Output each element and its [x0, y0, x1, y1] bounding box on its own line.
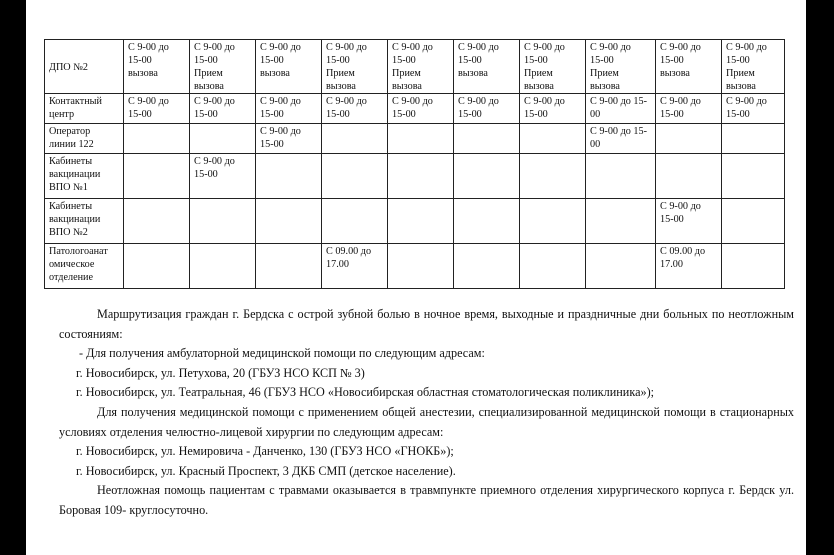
schedule-cell — [388, 124, 454, 154]
schedule-cell — [322, 124, 388, 154]
schedule-cell: С 9-00 до 15-00 — [656, 199, 722, 244]
address-teatralnaya: г. Новосибирск, ул. Театральная, 46 (ГБУЗ НСО «Новосибирская областная стоматологическая поликлиника»); — [76, 385, 655, 400]
schedule-cell — [190, 244, 256, 289]
schedule-cell: С 9-00 до 15-00 Прием вызова — [722, 40, 785, 94]
schedule-cell: С 9-00 до 15-00 — [256, 94, 322, 124]
schedule-cell — [190, 124, 256, 154]
table-row — [45, 40, 785, 94]
schedule-cell: С 9-00 до 15-00 — [190, 154, 256, 199]
schedule-cell — [388, 244, 454, 289]
table-row — [45, 124, 785, 154]
table-row — [45, 199, 785, 244]
schedule-cell — [656, 154, 722, 199]
schedule-cell: С 9-00 до 15-00 Прием вызова — [586, 40, 656, 94]
schedule-cell: С 9-00 до 15- 00 — [586, 124, 656, 154]
schedule-cell — [454, 199, 520, 244]
table-row — [45, 94, 785, 124]
address-petukhova: г. Новосибирск, ул. Петухова, 20 (ГБУЗ НСО КСП № 3) — [76, 365, 365, 380]
schedule-cell: С 9-00 до 15-00 вызова — [656, 40, 722, 94]
schedule-cell — [256, 154, 322, 199]
address-krasny-prospekt: г. Новосибирск, ул. Красный Проспект, 3 ДКБ СМП (детское население). — [76, 463, 456, 478]
schedule-cell — [520, 244, 586, 289]
schedule-cell — [586, 199, 656, 244]
row-label: Контактный центр — [45, 94, 124, 124]
schedule-cell — [256, 199, 322, 244]
schedule-cell: С 9-00 до 15-00 — [190, 94, 256, 124]
schedule-cell — [520, 199, 586, 244]
schedule-cell — [388, 199, 454, 244]
schedule-cell: С 9-00 до 15-00 — [388, 94, 454, 124]
paragraph-outpatient: - Для получения амбулаторной медицинской помощи по следующим адресам: — [79, 346, 485, 361]
schedule-cell — [454, 154, 520, 199]
schedule-cell — [124, 244, 190, 289]
schedule-cell — [722, 154, 785, 199]
schedule-cell: С 9-00 до 15-00 Прием вызова — [322, 40, 388, 94]
schedule-cell — [388, 154, 454, 199]
schedule-cell — [520, 124, 586, 154]
document-page — [26, 0, 806, 555]
schedule-cell: С 09.00 до 17.00 — [656, 244, 722, 289]
schedule-cell — [656, 124, 722, 154]
row-label: Кабинеты вакцинации ВПО №2 — [45, 199, 124, 244]
schedule-cell — [124, 199, 190, 244]
paragraph-routing-intro: Маршрутизация граждан г. Бердска с острой зубной болью в ночное время, выходные и праздничные дни больных по неотложным состояниям: — [59, 307, 794, 341]
schedule-cell — [520, 154, 586, 199]
schedule-cell — [722, 244, 785, 289]
address-nemirovicha: г. Новосибирск, ул. Немировича - Данченко, 130 (ГБУЗ НСО «ГНОКБ»); — [76, 444, 454, 459]
schedule-cell — [586, 154, 656, 199]
paragraph-anesthesia: Для получения медицинской помощи с применением общей анестезии, специализированной медицинской помощи в стационарных условиях отделения челюстно-лицевой хирургии по следующим адресам: — [59, 404, 794, 439]
schedule-cell: С 9-00 до 15-00 — [322, 94, 388, 124]
schedule-cell — [586, 244, 656, 289]
row-label: Патологоанат омическое отделение — [45, 244, 124, 289]
schedule-cell — [124, 154, 190, 199]
row-label: Оператор линии 122 — [45, 124, 124, 154]
routing-text — [59, 305, 794, 521]
schedule-cell: С 9-00 до 15-00 — [454, 94, 520, 124]
schedule-cell: С 9-00 до 15-00 Прием вызова — [388, 40, 454, 94]
paragraph-trauma: Неотложная помощь пациентам с травмами оказывается в травмпункте приемного отделения хирургического корпуса г. Бердск ул. Боровая 109- круглосуточно. — [59, 483, 794, 517]
row-label: Кабинеты вакцинации ВПО №1 — [45, 154, 124, 199]
schedule-cell — [322, 154, 388, 199]
schedule-cell: С 9-00 до 15-00 — [256, 124, 322, 154]
schedule-cell — [190, 199, 256, 244]
schedule-cell — [454, 244, 520, 289]
schedule-cell: С 9-00 до 15-00 Прием вызова — [190, 40, 256, 94]
table-row — [45, 154, 785, 199]
schedule-cell: С 9-00 до 15-00 — [124, 94, 190, 124]
schedule-cell: С 9-00 до 15-00 — [656, 94, 722, 124]
schedule-cell: С 9-00 до 15-00 Прием вызова — [520, 40, 586, 94]
schedule-cell — [722, 199, 785, 244]
row-label: ДПО №2 — [45, 40, 124, 94]
schedule-cell: С 9-00 до 15-00 вызова — [256, 40, 322, 94]
schedule-cell — [322, 199, 388, 244]
schedule-cell — [722, 124, 785, 154]
schedule-cell: С 9-00 до 15-00 — [722, 94, 785, 124]
schedule-cell — [454, 124, 520, 154]
schedule-cell: С 09.00 до 17.00 — [322, 244, 388, 289]
schedule-cell — [124, 124, 190, 154]
schedule-cell: С 9-00 до 15- 00 — [586, 94, 656, 124]
schedule-cell — [256, 244, 322, 289]
schedule-cell: С 9-00 до 15-00 вызова — [454, 40, 520, 94]
table-row — [45, 244, 785, 289]
schedule-cell: С 9-00 до 15-00 вызова — [124, 40, 190, 94]
schedule-cell: С 9-00 до 15-00 — [520, 94, 586, 124]
schedule-table — [44, 39, 785, 289]
